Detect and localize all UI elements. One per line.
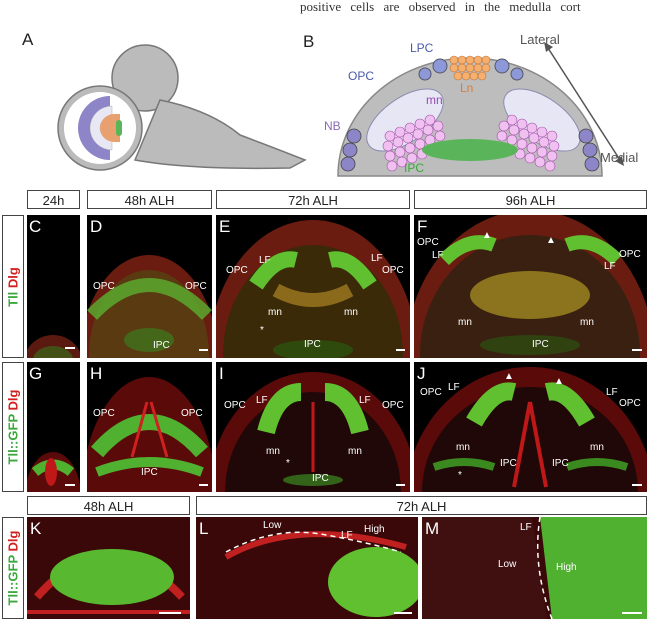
lateral-label: Lateral	[520, 32, 560, 47]
micrograph-m	[422, 517, 647, 619]
lf-label: LF	[606, 387, 618, 398]
scale-bar	[632, 484, 642, 486]
opc-label: OPC	[185, 281, 207, 292]
time-header-72h: 72h ALH	[216, 190, 410, 209]
opc-label: OPC	[348, 69, 375, 83]
panel-letter-h: H	[90, 364, 103, 383]
mn-label: mn	[266, 446, 280, 457]
opc-label: OPC	[619, 398, 641, 409]
ipc-label: IPC	[304, 339, 321, 350]
mn-label: mn	[344, 307, 358, 318]
micrograph-f	[414, 215, 647, 358]
mn-label: mn	[426, 93, 443, 107]
arrowhead-marker: ▲	[554, 376, 564, 387]
ipc-label: IPC	[552, 458, 569, 469]
lf-label: LF	[520, 522, 532, 533]
row-label-tll-dlg: Tll Dlg	[2, 215, 24, 358]
lf-label: LF	[341, 530, 353, 541]
time-header-48h-bottom: 48h ALH	[27, 496, 190, 515]
lf-label: LF	[604, 261, 616, 272]
opc-label: OPC	[181, 408, 203, 419]
scale-bar	[632, 349, 642, 351]
arrowhead-marker: ▲	[482, 230, 492, 241]
row-label-tllgfp-dlg-2: Tll::GFP Dlg	[2, 517, 24, 619]
high-label: High	[556, 562, 577, 573]
panel-letter-j: J	[417, 364, 426, 383]
low-label: Low	[498, 559, 517, 570]
mn-label: mn	[268, 307, 282, 318]
panel-letter-f: F	[417, 217, 428, 236]
micrograph-d	[87, 215, 212, 358]
time-header-48h: 48h ALH	[87, 190, 212, 209]
time-header-24h: 24h	[27, 190, 80, 209]
panel-letter-e: E	[219, 217, 231, 236]
ipc-label: IPC	[153, 340, 170, 351]
opc-label: OPC	[417, 237, 439, 248]
time-header-72h-bottom: 72h ALH	[196, 496, 647, 515]
opc-label: OPC	[382, 400, 404, 411]
panel-letter-b: B	[303, 32, 315, 51]
lf-label: LF	[259, 255, 271, 266]
panel-a-larva-diagram	[40, 40, 310, 180]
lf-label: LF	[256, 395, 268, 406]
mn-label: mn	[580, 317, 594, 328]
scale-bar	[65, 347, 75, 349]
row-label-tllgfp-dlg: Tll::GFP Dlg	[2, 362, 24, 492]
micrograph-e	[216, 215, 410, 358]
scale-bar	[199, 349, 208, 351]
nb-label: NB	[324, 119, 341, 133]
ipc-label: IPC	[404, 161, 425, 175]
scale-bar	[396, 349, 405, 351]
scale-bar	[159, 612, 181, 614]
scale-bar	[199, 484, 208, 486]
micrograph-g	[27, 362, 80, 492]
panel-letter-d: D	[90, 217, 103, 236]
opc-label: OPC	[226, 265, 248, 276]
panel-letter-g: G	[29, 364, 43, 383]
mn-label: mn	[590, 442, 604, 453]
ln-label: Ln	[460, 81, 474, 95]
scale-bar	[394, 612, 412, 614]
micrograph-c	[27, 215, 80, 358]
ipc-label: IPC	[141, 467, 158, 478]
opc-label: OPC	[382, 265, 404, 276]
ipc-label: IPC	[532, 339, 549, 350]
panel-letter-i: I	[219, 364, 224, 383]
asterisk-marker: *	[260, 325, 264, 336]
panel-b-optic-lobe-diagram	[320, 28, 652, 178]
micrograph-i	[216, 362, 410, 492]
asterisk-marker: *	[458, 470, 462, 481]
panel-letter-l: L	[199, 519, 209, 538]
opc-label: OPC	[224, 400, 246, 411]
lf-label: LF	[359, 395, 371, 406]
mn-label: mn	[456, 442, 470, 453]
scale-bar	[622, 612, 642, 614]
opc-label: OPC	[420, 387, 442, 398]
micrograph-j	[414, 362, 647, 492]
panel-letter-a: A	[22, 30, 34, 49]
high-label: High	[364, 524, 385, 535]
lf-label: LF	[371, 253, 383, 264]
opc-label: OPC	[619, 249, 641, 260]
low-label: Low	[263, 520, 282, 531]
top-caption-fragment: positive cells are observed in the medulla cort	[300, 0, 581, 14]
ipc-label: IPC	[500, 458, 517, 469]
lf-label: LF	[432, 250, 444, 261]
time-header-96h: 96h ALH	[414, 190, 647, 209]
micrograph-h	[87, 362, 212, 492]
micrograph-k	[27, 517, 190, 619]
ipc-label: IPC	[312, 473, 329, 484]
mn-label: mn	[348, 446, 362, 457]
panel-letter-m: M	[425, 519, 440, 538]
mn-label: mn	[458, 317, 472, 328]
lf-label: LF	[448, 382, 460, 393]
scale-bar	[396, 484, 405, 486]
arrowhead-marker: ▲	[504, 371, 514, 382]
scale-bar	[65, 484, 75, 486]
micrograph-l	[196, 517, 418, 619]
lpc-label: LPC	[410, 41, 434, 55]
panel-letter-k: K	[30, 519, 42, 538]
asterisk-marker: *	[286, 458, 290, 469]
arrowhead-marker: ▲	[546, 235, 556, 246]
opc-label: OPC	[93, 281, 115, 292]
medial-label: Medial	[600, 150, 639, 165]
panel-letter-c: C	[29, 217, 42, 236]
opc-label: OPC	[93, 408, 115, 419]
